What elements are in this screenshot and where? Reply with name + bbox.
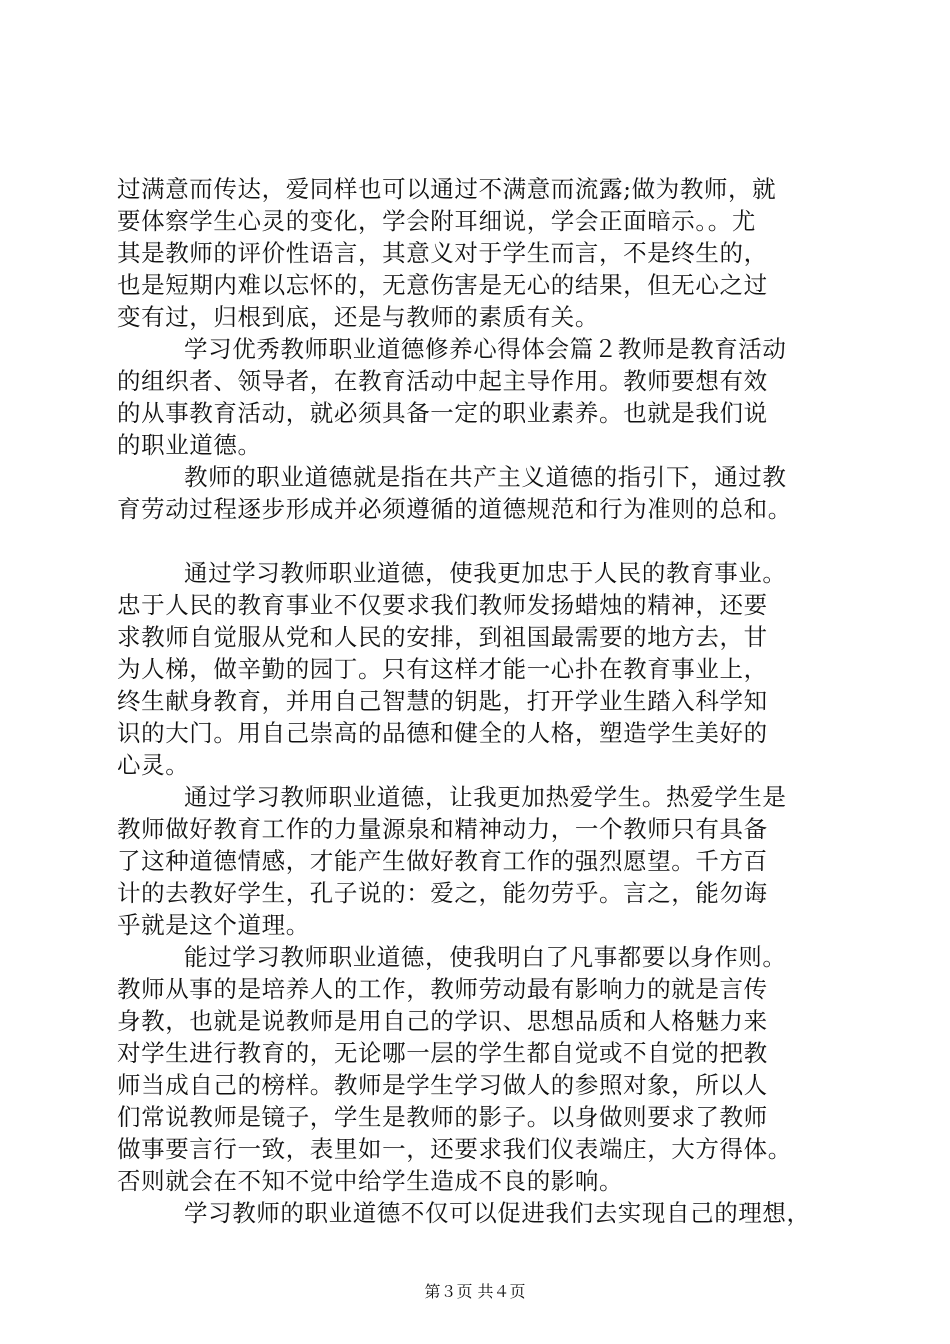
text-line: 的职业道德。 (117, 431, 262, 459)
text-line: 育劳动过程逐步形成并必须遵循的道德规范和行为准则的总和。 (117, 495, 792, 523)
text-line: 身教，也就是说教师是用自己的学识、思想品质和人格魅力来 (117, 1007, 768, 1035)
paragraph-start-line: 通过学习教师职业道德，让我更加热爱学生。热爱学生是 (184, 783, 787, 811)
text-line: 为人梯，做辛勤的园丁。只有这样才能一心扑在教育事业上， (117, 655, 768, 683)
text-line: 乎就是这个道理。 (117, 911, 310, 939)
text-line: 教师从事的是培养人的工作，教师劳动最有影响力的就是言传 (117, 975, 768, 1003)
text-line: 教师做好教育工作的力量源泉和精神动力，一个教师只有具备 (117, 815, 768, 843)
text-line: 了这种道德情感，才能产生做好教育工作的强烈愿望。千方百 (117, 847, 768, 875)
text-line: 心灵。 (117, 751, 190, 779)
text-line: 求教师自觉服从党和人民的安排，到祖国最需要的地方去，甘 (117, 623, 768, 651)
text-line: 否则就会在不知不觉中给学生造成不良的影响。 (117, 1167, 624, 1195)
text-line: 识的大门。用自己崇高的品德和健全的人格，塑造学生美好的 (117, 719, 768, 747)
text-line: 忠于人民的教育事业不仅要求我们教师发扬蜡烛的精神，还要 (117, 591, 768, 619)
text-line: 其是教师的评价性语言，其意义对于学生而言，不是终生的， (117, 239, 768, 267)
blank-line (117, 525, 839, 557)
paragraph-start-line: 学习教师的职业道德不仅可以促进我们去实现自己的理想， (184, 1199, 811, 1227)
text-line: 对学生进行教育的，无论哪一层的学生都自觉或不自觉的把教 (117, 1039, 768, 1067)
page-footer: 第３页 共４页 (424, 1282, 526, 1301)
text-line: 终生献身教育，并用自己智慧的钥匙，打开学业生踏入科学知 (117, 687, 768, 715)
text-line: 计的去教好学生，孔子说的：爱之，能勿劳乎。言之，能勿诲 (117, 879, 768, 907)
text-line: 也是短期内难以忘怀的，无意伤害是无心的结果，但无心之过 (117, 271, 768, 299)
text-line: 的组织者、领导者，在教育活动中起主导作用。教师要想有效 (117, 367, 768, 395)
paragraph-start-line: 通过学习教师职业道德，使我更加忠于人民的教育事业。 (184, 559, 787, 587)
text-line: 们常说教师是镜子，学生是教师的影子。以身做则要求了教师 (117, 1103, 768, 1131)
document-body (117, 173, 839, 1229)
text-line: 变有过，归根到底，还是与教师的素质有关。 (117, 303, 599, 331)
text-line: 师当成自己的榜样。教师是学生学习做人的参照对象，所以人 (117, 1071, 768, 1099)
text-line: 要体察学生心灵的变化，学会附耳细说，学会正面暗示。。尤 (117, 207, 756, 235)
text-line: 过满意而传达，爱同样也可以通过不满意而流露;做为教师，就 (117, 175, 777, 203)
text-line: 做事要言行一致，表里如一，还要求我们仪表端庄，大方得体。 (117, 1135, 792, 1163)
paragraph-start-line: 学习优秀教师职业道德修养心得体会篇２教师是教育活动 (184, 335, 787, 363)
text-line: 的从事教育活动，就必须具备一定的职业素养。也就是我们说 (117, 399, 768, 427)
paragraph-start-line: 能过学习教师职业道德，使我明白了凡事都要以身作则。 (184, 943, 787, 971)
paragraph-start-line: 教师的职业道德就是指在共产主义道德的指引下，通过教 (184, 463, 787, 491)
